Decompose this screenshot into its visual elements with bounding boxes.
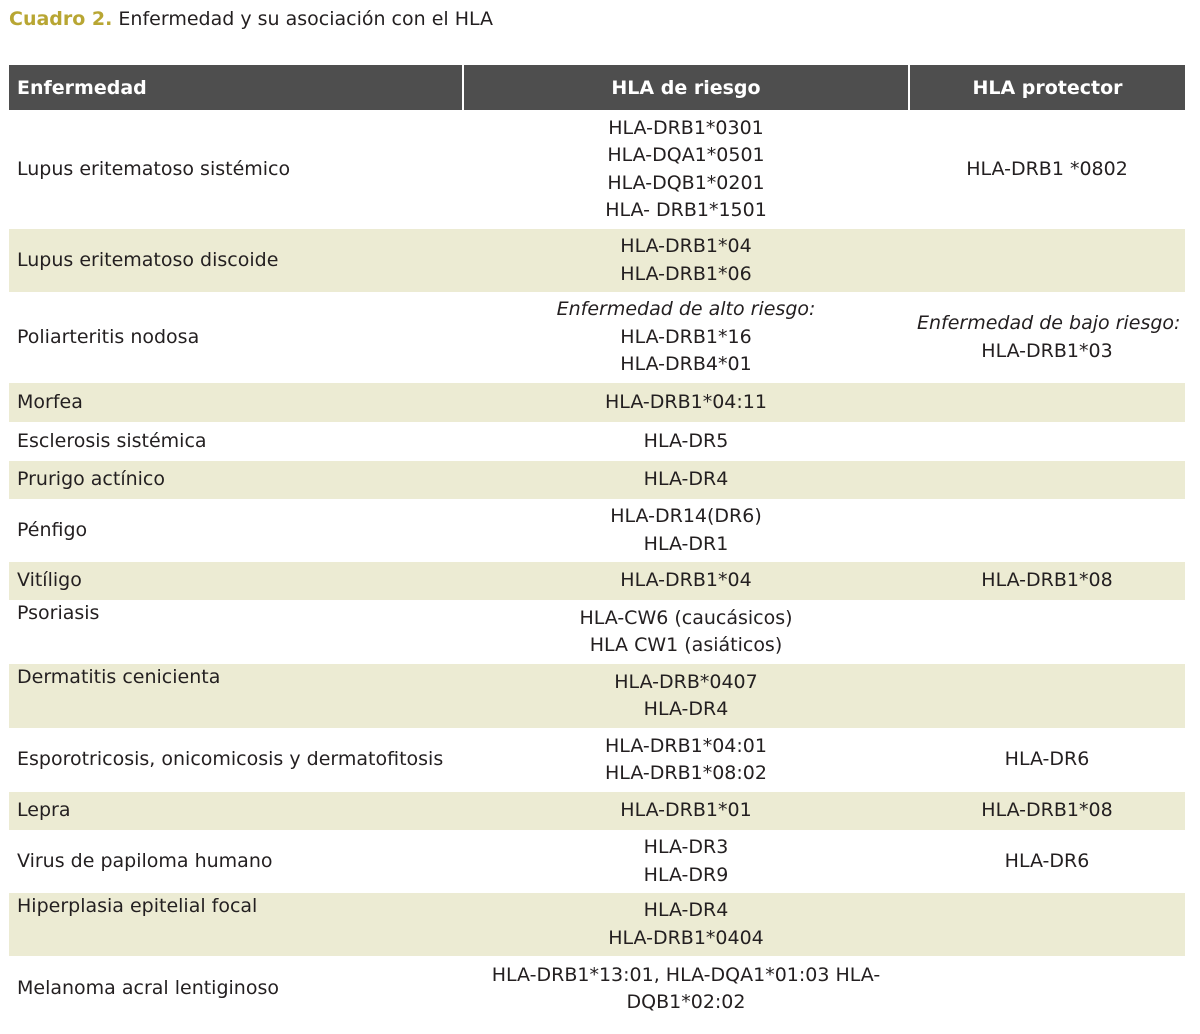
hla-risk-cell xyxy=(463,893,909,956)
hla-risk-cell xyxy=(463,422,909,461)
hla-protector-allele: HLA-DRB1*08 xyxy=(981,799,1113,822)
hla-risk-cell xyxy=(463,664,909,728)
disease-cell xyxy=(9,562,463,600)
disease-cell xyxy=(9,728,463,792)
header-row xyxy=(9,65,1185,110)
hla-table xyxy=(9,65,1185,1022)
risk-note: Enfermedad de alto riesgo: xyxy=(556,298,816,321)
disease-name: Poliarteritis nodosa xyxy=(17,325,200,348)
hla-risk-allele: HLA-DR3 xyxy=(643,836,729,858)
hla-risk-allele: HLA-DRB1*16 xyxy=(620,325,752,348)
disease-cell xyxy=(9,956,463,1022)
hla-protector-cell xyxy=(909,600,1185,664)
table-row xyxy=(9,422,1185,461)
table-row xyxy=(9,383,1185,422)
table-body xyxy=(9,110,1185,1022)
hla-risk-allele: HLA-DRB1*08:02 xyxy=(605,762,767,784)
table-row xyxy=(9,830,1185,893)
table-row xyxy=(9,499,1185,562)
disease-name: Vitíligo xyxy=(17,569,82,592)
hla-protector-cell xyxy=(909,664,1185,728)
hla-risk-cell xyxy=(463,499,909,562)
disease-name: Prurigo actínico xyxy=(17,468,166,491)
hla-risk-allele: HLA-DRB1*04 xyxy=(620,235,752,257)
hla-risk-allele: HLA-DRB1*06 xyxy=(620,262,752,285)
hla-risk-allele: HLA-CW6 (caucásicos) xyxy=(579,606,793,629)
hla-protector-allele: HLA-DRB1 *0802 xyxy=(966,157,1128,180)
hla-risk-cell xyxy=(463,110,909,229)
disease-name: Dermatitis cenicienta xyxy=(17,666,221,688)
table-row xyxy=(9,461,1185,499)
disease-cell xyxy=(9,600,463,664)
hla-risk-allele: HLA-DR4 xyxy=(643,468,729,491)
hla-protector-cell xyxy=(909,956,1185,1022)
hla-risk-allele: HLA-DR5 xyxy=(643,429,729,452)
hla-risk-allele: HLA-DRB1*04:01 xyxy=(605,734,767,757)
hla-protector-cell xyxy=(909,422,1185,461)
disease-cell xyxy=(9,664,463,728)
hla-risk-cell xyxy=(463,229,909,292)
table-row xyxy=(9,792,1185,830)
hla-protector-cell xyxy=(909,292,1185,383)
hla-risk-cell xyxy=(463,830,909,893)
disease-name: Hiperplasia epitelial focal xyxy=(17,895,258,917)
hla-risk-cell xyxy=(463,292,909,383)
hla-risk-allele: HLA-DRB1*01 xyxy=(620,799,752,822)
hla-risk-allele: HLA-DR14(DR6) xyxy=(610,505,762,527)
disease-cell xyxy=(9,893,463,956)
caption-label: Cuadro 2. xyxy=(9,8,113,30)
hla-protector-cell xyxy=(909,792,1185,830)
table-row xyxy=(9,110,1185,229)
hla-risk-allele: HLA-DRB1*0301 xyxy=(608,116,764,139)
table-row xyxy=(9,893,1185,956)
table-row xyxy=(9,292,1185,383)
header-enfermedad: Enfermedad xyxy=(9,65,463,110)
table-row xyxy=(9,562,1185,600)
hla-risk-allele: HLA-DR4 xyxy=(643,698,729,720)
hla-protector-allele: HLA-DR6 xyxy=(1004,849,1090,872)
table-caption xyxy=(9,5,493,33)
hla-protector-cell xyxy=(909,562,1185,600)
hla-protector-cell xyxy=(909,893,1185,956)
hla-protector-cell xyxy=(909,383,1185,422)
disease-name: Esclerosis sistémica xyxy=(17,429,207,452)
disease-name: Morfea xyxy=(17,390,83,413)
disease-name: Lupus eritematoso sistémico xyxy=(17,157,291,180)
disease-name: Lepra xyxy=(17,799,71,822)
hla-protector-cell xyxy=(909,728,1185,792)
hla-protector-cell xyxy=(909,499,1185,562)
disease-cell xyxy=(9,422,463,461)
hla-risk-allele: HLA-DR4 xyxy=(643,899,729,921)
table-row xyxy=(9,229,1185,292)
hla-risk-cell xyxy=(463,461,909,499)
hla-risk-allele: HLA-DRB4*01 xyxy=(620,353,752,376)
disease-name: Pénfigo xyxy=(17,518,88,541)
hla-protector-allele: HLA-DRB1*03 xyxy=(981,339,1113,362)
disease-cell xyxy=(9,229,463,292)
disease-cell xyxy=(9,292,463,383)
hla-risk-allele: HLA-DRB1*04 xyxy=(620,569,752,592)
hla-risk-allele: HLA-DRB*0407 xyxy=(614,670,758,693)
disease-name: Psoriasis xyxy=(17,602,100,624)
hla-risk-allele: HLA- DRB1*1501 xyxy=(605,199,767,221)
hla-risk-cell xyxy=(463,600,909,664)
hla-protector-cell xyxy=(909,110,1185,229)
disease-cell xyxy=(9,499,463,562)
hla-protector-cell xyxy=(909,461,1185,499)
hla-risk-cell xyxy=(463,792,909,830)
protector-note: Enfermedad de bajo riesgo: xyxy=(917,312,1181,334)
table-row xyxy=(9,600,1185,664)
table-row xyxy=(9,728,1185,792)
disease-cell xyxy=(9,461,463,499)
table-row xyxy=(9,664,1185,728)
hla-protector-allele: HLA-DR6 xyxy=(1004,748,1090,771)
hla-risk-allele: HLA CW1 (asiáticos) xyxy=(589,634,783,656)
disease-name: Esporotricosis, onicomicosis y dermatofitosis xyxy=(17,748,444,771)
hla-risk-allele: HLA-DR1 xyxy=(643,532,729,555)
disease-cell xyxy=(9,110,463,229)
disease-cell xyxy=(9,830,463,893)
hla-risk-allele: HLA-DRB1*04:11 xyxy=(605,390,767,413)
hla-protector-cell xyxy=(909,229,1185,292)
hla-risk-allele: HLA-DRB1*13:01, HLA-DQA1*01:03 HLA-DQB1*02:02 xyxy=(491,963,881,1013)
header-hla-protector: HLA protector xyxy=(909,65,1185,110)
disease-cell xyxy=(9,792,463,830)
table-row xyxy=(9,956,1185,1022)
hla-risk-allele: HLA-DQB1*0201 xyxy=(607,171,765,194)
disease-name: Virus de papiloma humano xyxy=(17,849,273,872)
hla-risk-allele: HLA-DR9 xyxy=(643,863,729,886)
hla-risk-cell xyxy=(463,562,909,600)
caption-text: Enfermedad y su asociación con el HLA xyxy=(118,8,494,30)
hla-risk-cell xyxy=(463,728,909,792)
hla-risk-allele: HLA-DRB1*0404 xyxy=(608,926,764,949)
hla-risk-cell xyxy=(463,956,909,1022)
hla-risk-cell xyxy=(463,383,909,422)
hla-protector-cell xyxy=(909,830,1185,893)
hla-risk-allele: HLA-DQA1*0501 xyxy=(607,144,765,166)
table-header xyxy=(9,65,1185,110)
header-hla-riesgo: HLA de riesgo xyxy=(463,65,909,110)
disease-name: Lupus eritematoso discoide xyxy=(17,248,279,271)
disease-name: Melanoma acral lentiginoso xyxy=(17,977,279,1000)
hla-protector-allele: HLA-DRB1*08 xyxy=(981,569,1113,592)
disease-cell xyxy=(9,383,463,422)
